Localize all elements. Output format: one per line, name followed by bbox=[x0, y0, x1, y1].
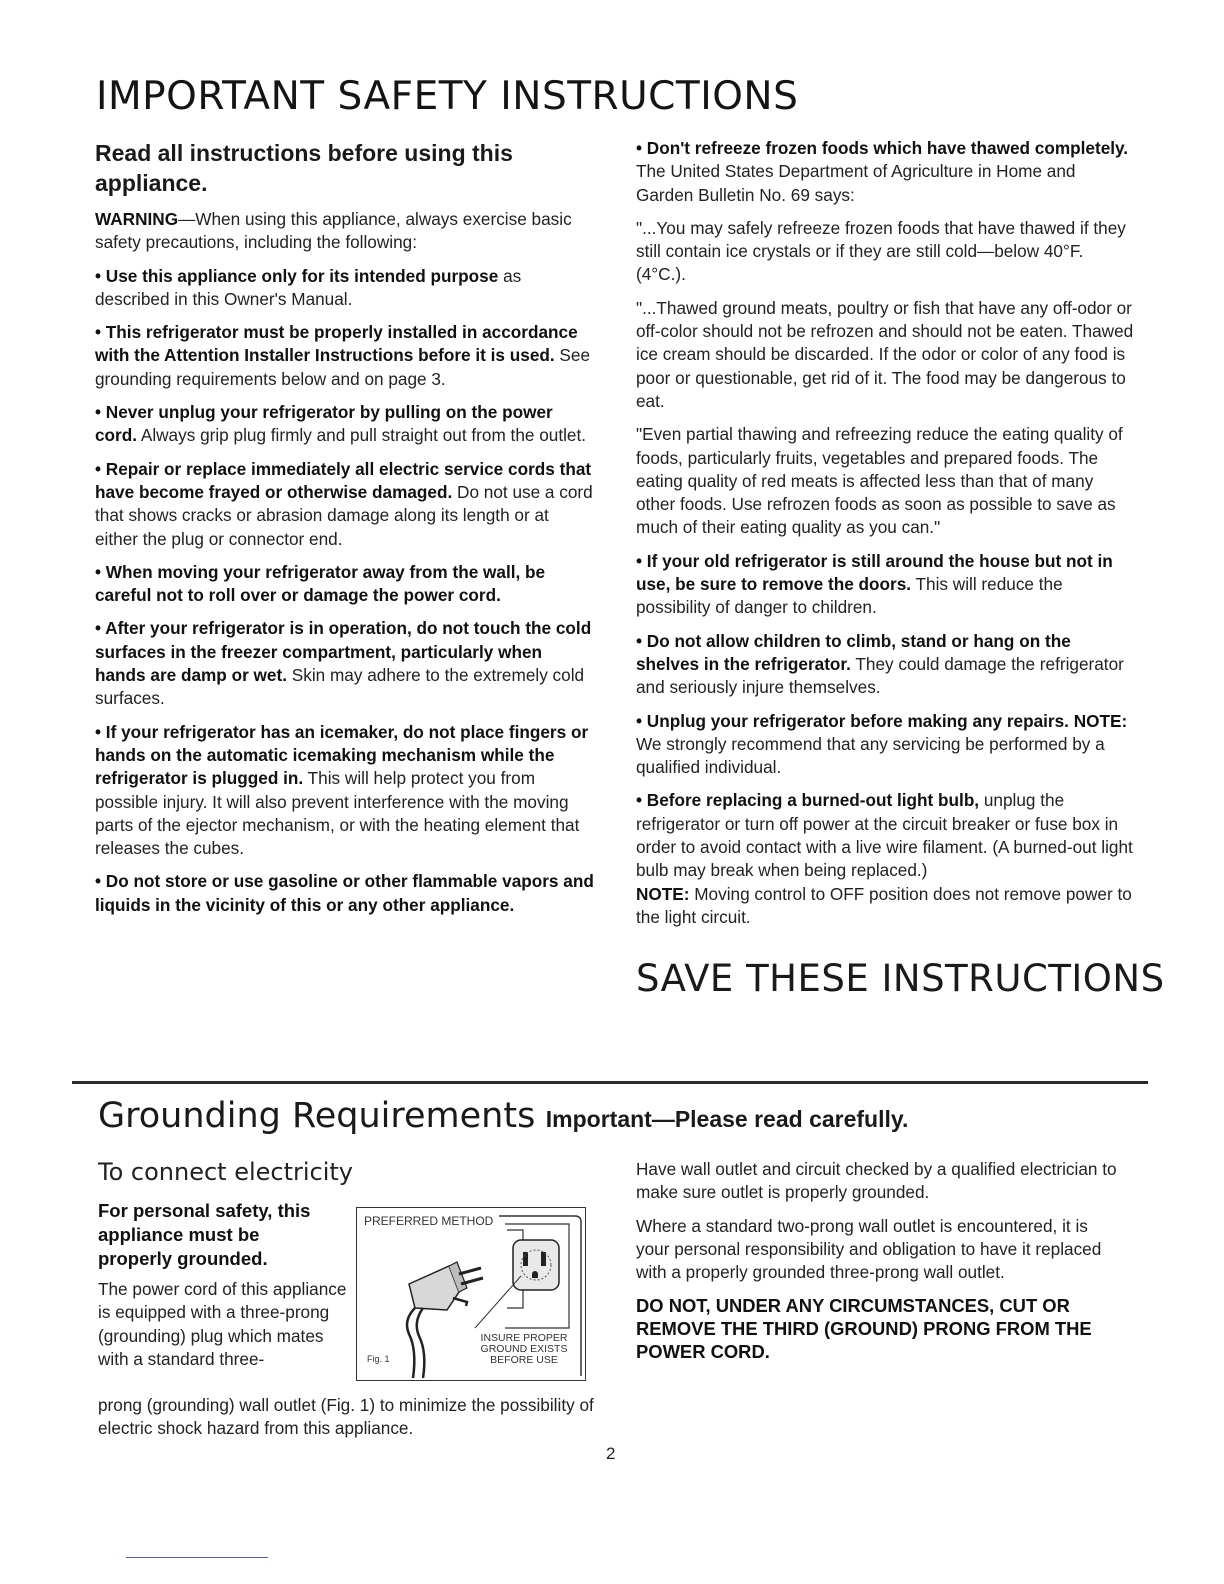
note-text: Moving control to OFF position does not remove power to the light circuit. bbox=[636, 883, 1132, 927]
safety-item-bold: • Before replacing a burned-out light bulb, bbox=[636, 790, 980, 811]
safety-item-text: See grounding requirements below and on page 3. bbox=[95, 345, 591, 389]
usda-quote bbox=[636, 423, 1136, 539]
note-label: NOTE: bbox=[636, 883, 690, 904]
safety-item-bold: • When moving your refrigerator away from the wall, be careful not to roll over or damage the power cord. bbox=[95, 561, 546, 606]
figure-warning-label: INSURE PROPER GROUND EXISTS BEFORE USE bbox=[480, 1332, 568, 1366]
safety-item-text: as described in this Owner's Manual. bbox=[95, 265, 522, 309]
grounding-figure bbox=[356, 1207, 586, 1381]
usda-quote bbox=[636, 297, 1136, 413]
safety-item-text: Always grip plug firmly and pull straight out from the outlet. bbox=[137, 425, 587, 446]
safety-item bbox=[95, 321, 595, 391]
safety-item-bold: • Use this appliance only for its intended purpose bbox=[95, 265, 499, 286]
safety-item-bold: • Repair or replace immediately all electric service cords that have become frayed or otherwise damaged. bbox=[95, 458, 592, 502]
quote-text: "Even partial thawing and refreezing reduce the eating quality of foods, particularly fruits, vegetables and prepared foods. The eating quality of red meats is affected less than that of many other foods. Use refrozen foods as soon as possible to save as much of their eating quality as you can." bbox=[636, 424, 1123, 538]
safety-item-text: Skin may adhere to the extremely cold surfaces. bbox=[95, 665, 585, 709]
safety-item-bold: • After your refrigerator is in operation, do not touch the cold surfaces in the freezer compartment, particularly when hands are damp or wet. bbox=[95, 618, 592, 686]
warning-label: WARNING bbox=[95, 209, 179, 229]
figure-preferred-label: PREFERRED METHOD bbox=[364, 1214, 494, 1228]
quote-text: "...Thawed ground meats, poultry or fish that have any off-odor or off-color should not be refrozen and should not be eaten. Thawed ice cream should be discarded. If the odor or color of any food is poor or questionable, get rid of it. The food may be dangerous to eat. bbox=[636, 297, 1134, 411]
power-cord-text: The power cord of this appliance is equipped with a three-prong (grounding) plug which mates with a standard three- bbox=[98, 1279, 347, 1369]
safety-item bbox=[95, 458, 595, 551]
lead-heading: Read all instructions before using this appliance. bbox=[95, 140, 513, 196]
grounding-heading bbox=[98, 1096, 908, 1136]
connect-subheading: To connect electricity bbox=[98, 1158, 354, 1186]
safety-item-text: The United States Department of Agriculture in Home and Garden Bulletin No. 69 says: bbox=[636, 161, 1076, 205]
footer-line bbox=[126, 1557, 268, 1558]
warning-text: —When using this appliance, always exercise basic safety precautions, including the following: bbox=[95, 209, 572, 253]
safety-item bbox=[636, 630, 1136, 700]
safety-item-text: unplug the refrigerator or turn off power at the circuit breaker or fuse box in order to avoid contact with a live wire filament. (A burned-out light bulb may break when being replaced.) bbox=[636, 790, 1133, 881]
grounding-title: Grounding Requirements bbox=[98, 1096, 536, 1136]
safety-item-bold: • Unplug your refrigerator before making any repairs. NOTE: bbox=[636, 710, 1128, 731]
power-cord-text-continued: prong (grounding) wall outlet (Fig. 1) to minimize the possibility of electric shock hazard from this appliance. bbox=[98, 1395, 594, 1439]
safety-item bbox=[95, 401, 595, 448]
page-number: 2 bbox=[606, 1444, 616, 1463]
safety-item-bold: • Do not allow children to climb, stand or hang on the shelves in the refrigerator. bbox=[636, 630, 1071, 674]
figure-number: Fig. 1 bbox=[367, 1354, 390, 1364]
left-column bbox=[95, 138, 595, 927]
safety-item-bold: • This refrigerator must be properly installed in accordance with the Attention Installer Instructions before it is used. bbox=[95, 322, 578, 366]
safety-item bbox=[636, 550, 1136, 620]
safety-item-text: Do not use a cord that shows cracks or abrasion damage along its length or at either the plug or connector end. bbox=[95, 481, 593, 549]
save-instructions-heading: SAVE THESE INSTRUCTIONS bbox=[636, 957, 1165, 1000]
warning-paragraph bbox=[95, 208, 595, 255]
safety-item-text: This will reduce the possibility of danger to children. bbox=[636, 574, 1063, 618]
outlet-check-text: Have wall outlet and circuit checked by a qualified electrician to make sure outlet is properly grounded. bbox=[636, 1159, 1117, 1203]
page-title: IMPORTANT SAFETY INSTRUCTIONS bbox=[96, 74, 799, 119]
personal-safety-text: For personal safety, this appliance must be properly grounded. bbox=[98, 1200, 311, 1269]
safety-item bbox=[95, 265, 595, 312]
prong-warning-text: DO NOT, UNDER ANY CIRCUMSTANCES, CUT OR REMOVE THE THIRD (GROUND) PRONG FROM THE POWER CORD. bbox=[636, 1295, 1092, 1363]
usda-quote bbox=[636, 217, 1136, 287]
safety-item-text: They could damage the refrigerator and seriously injure themselves. bbox=[636, 653, 1124, 698]
safety-item bbox=[95, 870, 595, 917]
safety-item-text: This will help protect you from possible injury. It will also prevent interference with the moving parts of the ejector mechanism, or with the heating element that releases the cubes. bbox=[95, 768, 580, 859]
safety-item-bold: • If your old refrigerator is still around the house but not in use, be sure to remove the doors. bbox=[636, 550, 1113, 595]
safety-item bbox=[636, 789, 1136, 929]
section-divider bbox=[72, 1081, 1148, 1084]
safety-item-text: We strongly recommend that any servicing be performed by a qualified individual. bbox=[636, 733, 1105, 778]
safety-item bbox=[636, 710, 1136, 780]
safety-item bbox=[95, 561, 595, 608]
safety-item-bold: • If your refrigerator has an icemaker, do not place fingers or hands on the automatic icemaking mechanism while the refrigerator is plugged in. bbox=[95, 721, 589, 789]
safety-item bbox=[95, 617, 595, 710]
safety-item-bold: • Do not store or use gasoline or other flammable vapors and liquids in the vicinity of this or any other appliance. bbox=[95, 871, 594, 915]
safety-item-bold: • Never unplug your refrigerator by pulling on the power cord. bbox=[95, 402, 553, 446]
safety-item-bold: • Don't refreeze frozen foods which have thawed completely. bbox=[636, 138, 1129, 158]
grounding-subtitle: Important—Please read carefully. bbox=[545, 1106, 909, 1132]
grounding-right-column bbox=[636, 1158, 1126, 1373]
two-prong-text: Where a standard two-prong wall outlet is encountered, it is your personal responsibility and obligation to have it replaced with a properly grounded three-prong wall outlet. bbox=[636, 1215, 1102, 1283]
right-column bbox=[636, 137, 1136, 929]
safety-item bbox=[636, 137, 1136, 207]
quote-text: "...You may safely refreeze frozen foods that have thawed if they still contain ice crystals or if they are still cold—below 40°F. (4°C.). bbox=[636, 217, 1126, 285]
safety-item bbox=[95, 721, 595, 861]
